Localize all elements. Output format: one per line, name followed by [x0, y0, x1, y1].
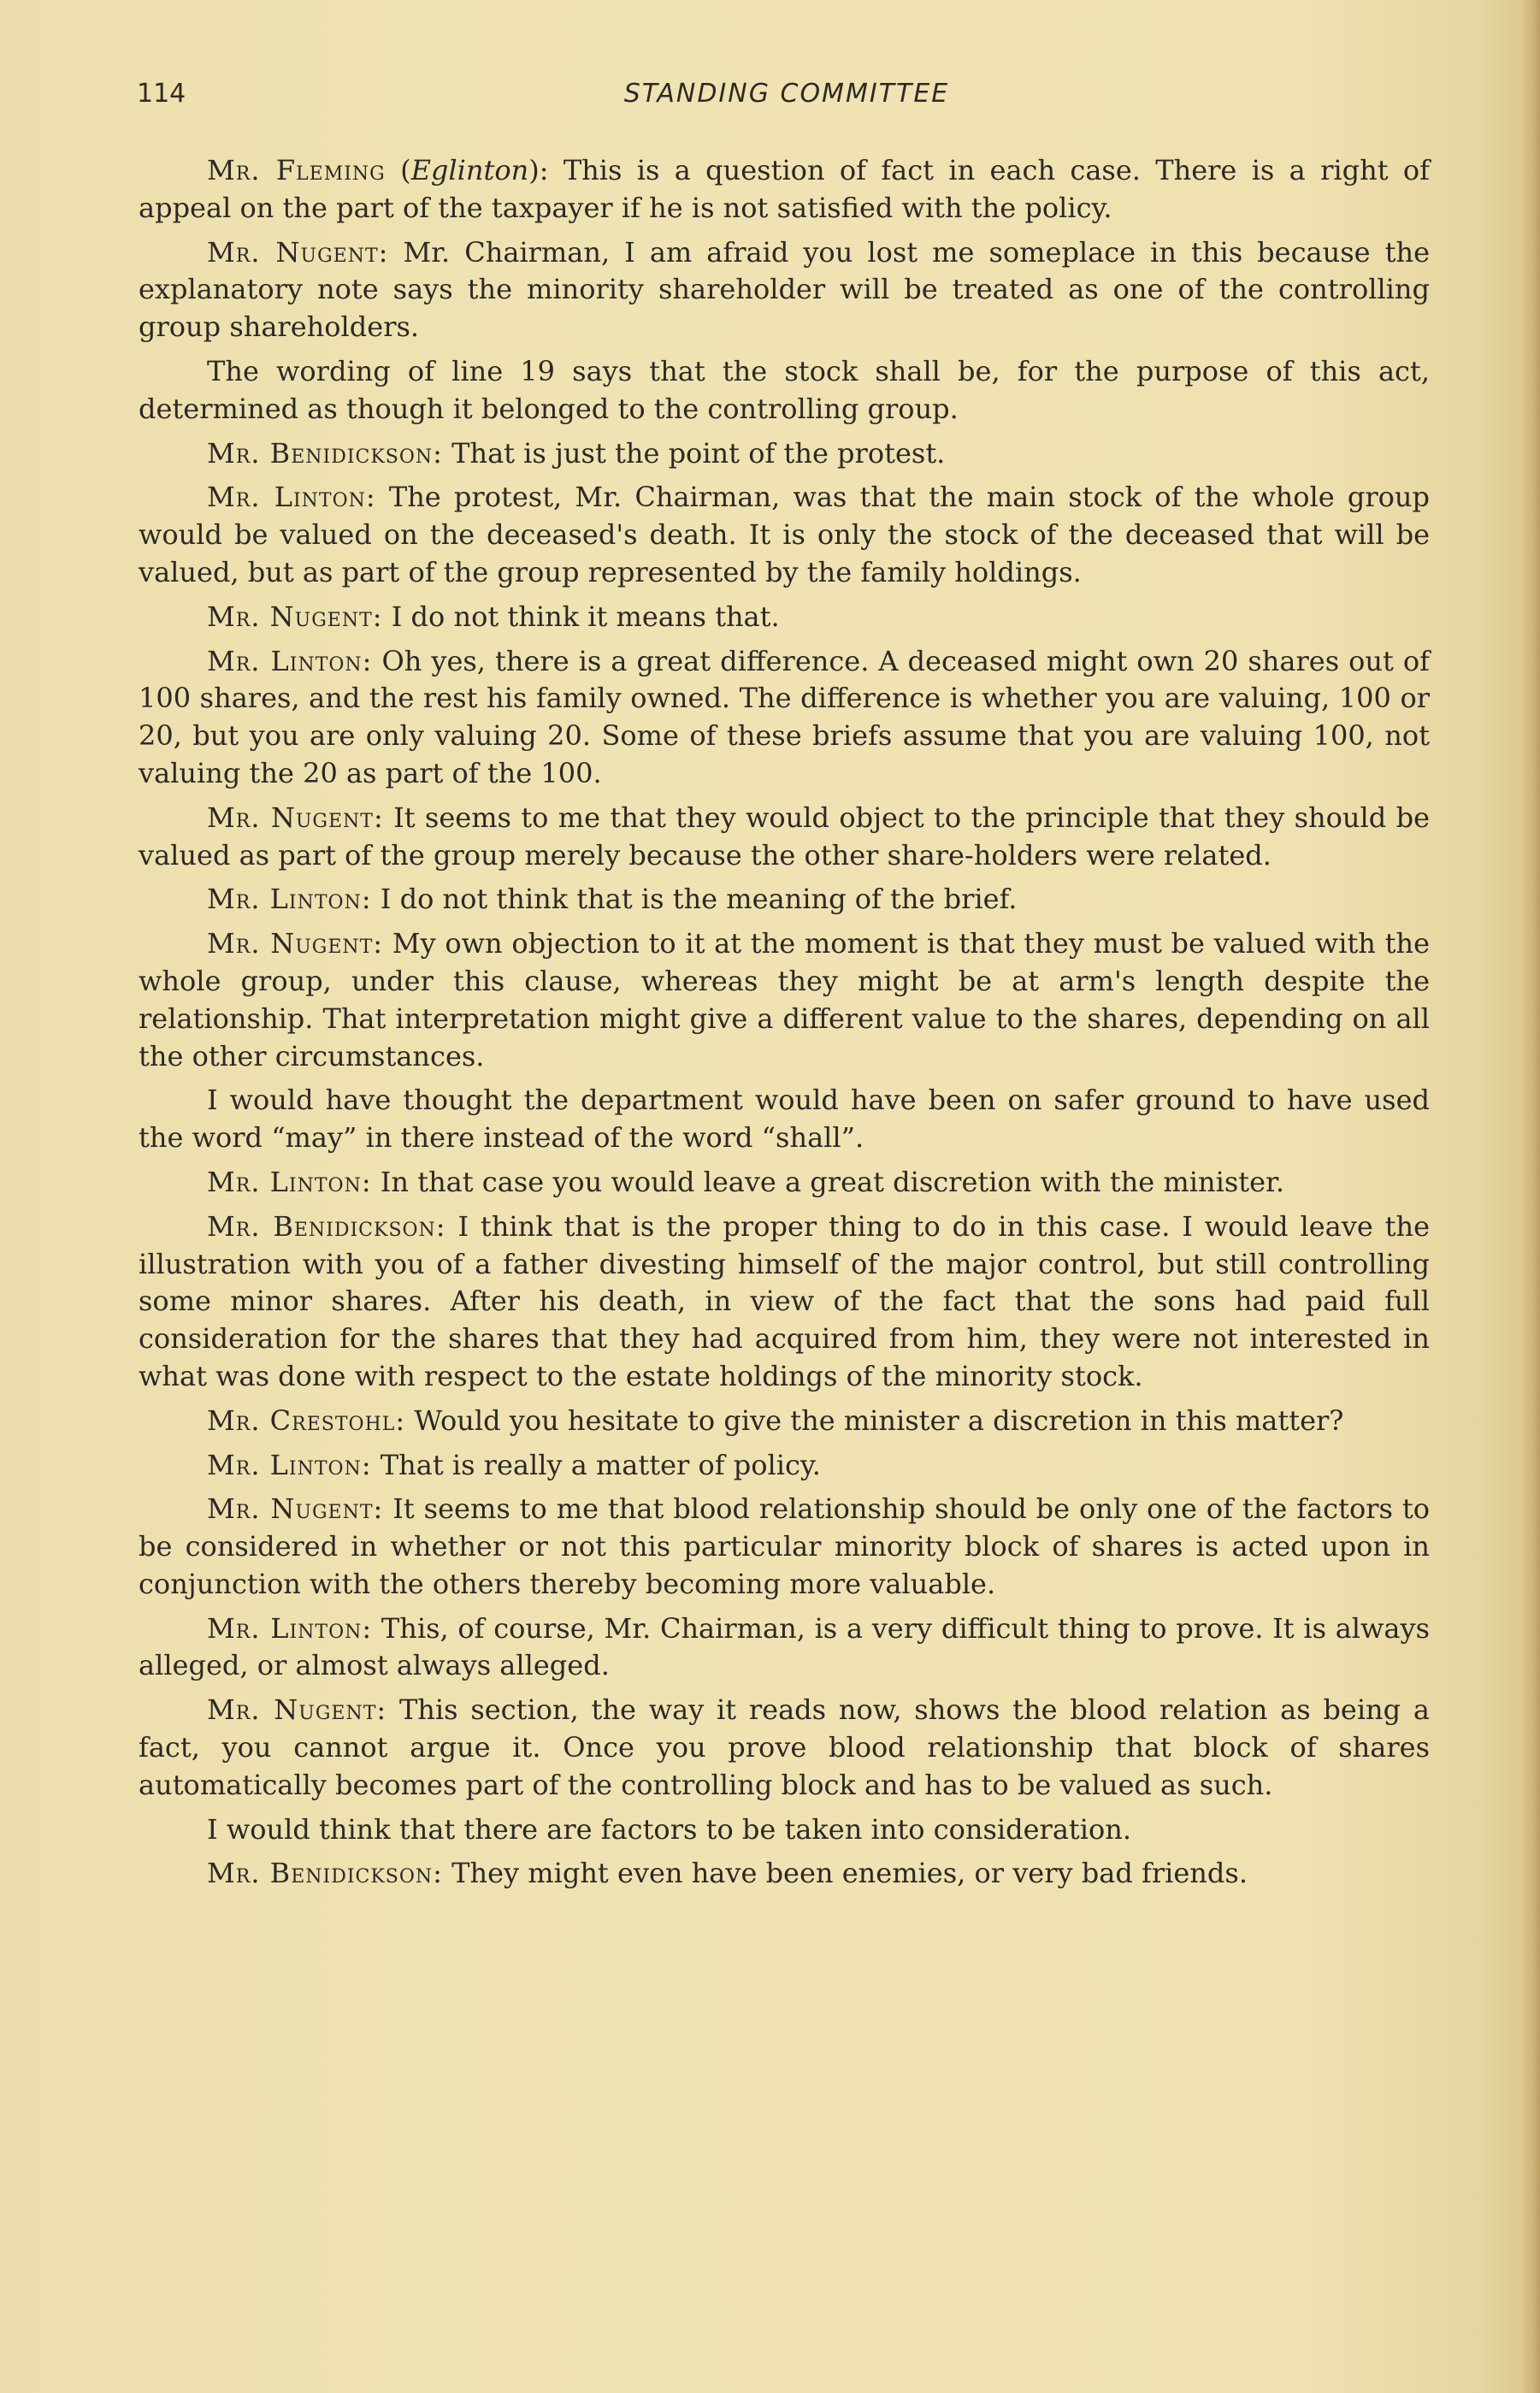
paragraph-text: Mr. Chairman, I am afraid you lost me someplace in this because the explanatory note says the minority shareholder will be treated as one of the controlling group shareholders.: [139, 235, 1431, 344]
paragraph: [139, 1447, 1430, 1485]
paragraph-text: They might even have been enemies, or very bad friends.: [451, 1857, 1248, 1890]
paragraph-text: The wording of line 19 says that the stock shall be, for the purpose of this act, determined as though it belonged to the controlling group.: [139, 354, 1430, 425]
paragraph: [139, 643, 1430, 793]
paragraph: [139, 234, 1430, 346]
speaker-name: Mr. Linton:: [207, 1165, 372, 1198]
paragraph: [139, 1610, 1430, 1686]
paragraph-text: I do not think it means that.: [391, 600, 780, 633]
paragraph: [139, 1082, 1430, 1157]
speaker-name: Mr. Nugent:: [207, 927, 384, 960]
paragraph-text: I do not think that is the meaning of the brief.: [380, 883, 1018, 916]
paragraph: [139, 1208, 1430, 1396]
paragraph-text: It seems to me that they would object to the principle that they should be valued as part of the group merely because the other share-holders were related.: [139, 801, 1431, 872]
speaker-name: Mr. Fleming: [207, 154, 386, 186]
paragraph: [139, 479, 1430, 591]
page-edge: [1521, 0, 1540, 2393]
paragraph-text: It seems to me that blood relationship should be only one of the factors to be considered in whether or not this particular minority block of shares is acted upon in conjunction with the others thereby becoming more valuable.: [139, 1492, 1431, 1600]
paragraph: [139, 881, 1430, 919]
paragraph: [139, 1855, 1430, 1893]
speaker-name: Mr. Benidickson:: [207, 436, 443, 470]
speaker-name: Mr. Nugent:: [207, 1492, 384, 1526]
paragraph-text: This is a question of fact in each case. There is a right of appeal on the part of the taxpayer if he is not satisfied with the policy.: [139, 154, 1431, 224]
speaker-name: Mr. Linton:: [207, 883, 372, 916]
paragraph-text: I would think that there are factors to be taken into consideration.: [207, 1812, 1132, 1846]
speaker-riding: Eglinton: [410, 154, 529, 186]
paragraph-text: That is just the point of the protest.: [451, 436, 946, 470]
page-number: 114: [137, 79, 186, 109]
speaker-name: Mr. Benidickson:: [207, 1857, 443, 1890]
transcript-body: [139, 152, 1430, 1900]
paragraph-text: Would you hesitate to give the minister a discretion in this matter?: [414, 1403, 1344, 1437]
paragraph-text: My own objection to it at the moment is that they must be valued with the whole group, under this clause, whereas they might be at arm's length despite the relationship. That interpretation might give a different value to the shares, depending on all the other circumstances.: [139, 927, 1430, 1072]
speaker-name: Mr. Linton:: [207, 481, 376, 514]
paragraph-text: I think that is the proper thing to do in this case. I would leave the illustration with you of a father divesting himself of the major control, but still controlling some minor shares. After his death, in view of the fact that the sons had paid full consideration for the shares that they had acquired from him, they were not interested in what was done with respect to the estate holdings of the minority stock.: [139, 1209, 1431, 1392]
running-head: STANDING COMMITTEE: [623, 79, 950, 109]
speaker-name: Mr. Nugent:: [207, 1693, 387, 1727]
page-header: [137, 79, 1437, 121]
paragraph: [139, 1491, 1430, 1603]
speaker-name: Mr. Linton:: [207, 644, 373, 677]
paragraph: Mr. Fleming (Eglinton): This is a question of fact in each case. There is a right of appeal on the part of the taxpayer if he is not satisfied with the policy.: [139, 154, 1431, 224]
speaker-name: Mr. Nugent:: [207, 235, 389, 269]
paragraph: [139, 435, 1430, 473]
paragraph: [139, 800, 1430, 875]
paragraph: [139, 925, 1430, 1075]
speaker-name: Mr. Linton:: [207, 1448, 372, 1481]
speaker-name: Mr. Nugent:: [207, 600, 383, 633]
speaker-name: Mr. Linton:: [207, 1611, 373, 1645]
paragraph-text: This section, the way it reads now, shows the blood relation as being a fact, you cannot argue it. Once you prove blood relationship that block of shares automatically becomes part of the controlling block and has to be valued as such.: [139, 1693, 1431, 1801]
paragraph-text: That is really a matter of policy.: [380, 1448, 821, 1481]
paragraph: [139, 1692, 1430, 1804]
paragraph-text: Oh yes, there is a great difference. A deceased might own 20 shares out of 100 shares, and the rest his family owned. The difference is whether you are valuing, 100 or 20, but you are only valuing 20. Some of these briefs assume that you are valuing 100, not valuing the 20 as part of the 100.: [139, 644, 1431, 789]
paragraph-text: The protest, Mr. Chairman, was that the main stock of the whole group would be valued on the deceased's death. It is only the stock of the deceased that will be valued, but as part of the group represented by the family holdings.: [139, 481, 1431, 588]
paragraph: [139, 1164, 1430, 1202]
paragraph: [139, 353, 1430, 428]
paragraph: [139, 1811, 1430, 1849]
speaker-name: Mr. Benidickson:: [207, 1209, 446, 1243]
speaker-name: Mr. Crestohl:: [207, 1403, 406, 1437]
paragraph: [139, 1403, 1430, 1440]
paragraph: [139, 599, 1430, 636]
paragraph-text: I would have thought the department would have been on safer ground to have used the word “may” in there instead of the word “shall”.: [139, 1084, 1430, 1155]
paragraph-text: In that case you would leave a great discretion with the minister.: [380, 1165, 1284, 1198]
paragraph-text: This, of course, Mr. Chairman, is a very difficult thing to prove. It is always alleged, or almost always alleged.: [139, 1611, 1431, 1682]
speaker-name: Mr. Nugent:: [207, 801, 384, 834]
